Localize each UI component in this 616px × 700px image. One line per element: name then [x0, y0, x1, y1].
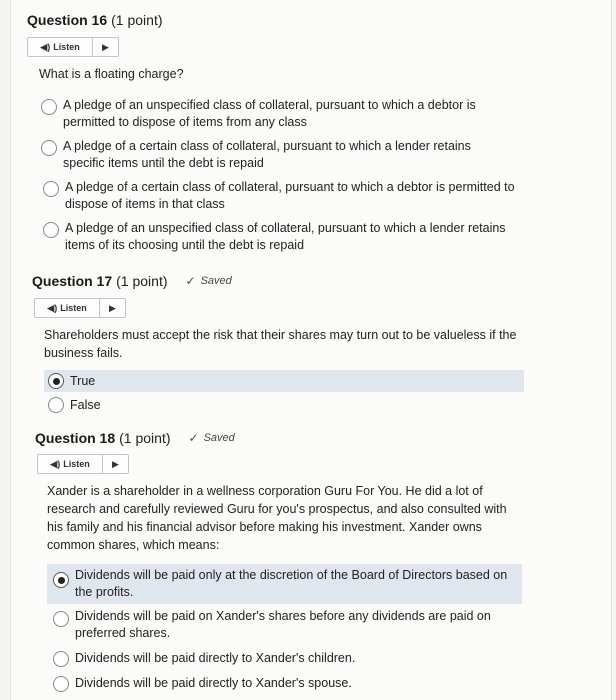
question-points: (1 point) [111, 12, 163, 28]
radio-button-selected[interactable] [48, 373, 64, 389]
option-b[interactable] [41, 138, 491, 172]
option-c[interactable] [53, 650, 611, 667]
option-label: True [70, 373, 96, 388]
question-stem: Shareholders must accept the risk that their shares may turn out to be valueless if the business fails. [44, 328, 517, 360]
option-label: A pledge of a certain class of collateral, pursuant to which a debtor is permitted to dispose of items in that class [65, 180, 515, 211]
option-label: False [70, 397, 101, 412]
radio-button[interactable] [41, 140, 57, 156]
option-false[interactable] [48, 394, 611, 416]
radio-button[interactable] [43, 222, 59, 238]
question-stem: What is a floating charge? [39, 67, 184, 81]
option-a-selected[interactable] [47, 564, 522, 604]
option-d[interactable] [43, 220, 523, 254]
check-icon: ✓ [185, 274, 196, 288]
option-d[interactable] [53, 675, 611, 692]
radio-button[interactable] [53, 611, 69, 627]
listen-label[interactable]: ◀) Listen [35, 299, 100, 317]
option-true[interactable] [44, 370, 524, 392]
radio-button[interactable] [41, 99, 57, 115]
listen-label[interactable]: ◀) Listen [28, 38, 93, 56]
option-c[interactable] [43, 179, 523, 213]
option-label: Dividends will be paid directly to Xander's spouse. [75, 676, 352, 690]
quiz-page [10, 0, 612, 700]
check-icon: ✓ [188, 431, 199, 445]
question-stem: Xander is a shareholder in a wellness corporation Guru For You. He did a lot of research and carefully reviewed Guru for you's prospectus, and also consulted with his family and his financial advisor before making his investment. Xander owns common shares, which means: [47, 484, 507, 552]
question-header [35, 430, 611, 446]
saved-status: ✓ Saved [185, 274, 232, 288]
question-header [32, 273, 611, 289]
saved-status: ✓ Saved [188, 431, 235, 445]
speaker-icon: ◀) [47, 302, 58, 313]
listen-button[interactable] [37, 454, 129, 474]
question-title: Question 16 [27, 12, 108, 28]
radio-dot [53, 378, 60, 385]
play-icon[interactable]: ▶ [109, 302, 116, 313]
speaker-icon: ◀) [40, 41, 51, 52]
radio-button[interactable] [53, 676, 69, 692]
radio-button[interactable] [53, 651, 69, 667]
option-label: A pledge of an unspecified class of collateral, pursuant to which a debtor is permitted to dispose of items from any class [63, 98, 476, 129]
radio-dot [58, 577, 65, 584]
listen-label[interactable]: ◀) Listen [38, 455, 103, 473]
option-label: Dividends will be paid directly to Xander's children. [75, 651, 356, 665]
question-16 [11, 12, 611, 254]
question-18 [11, 430, 611, 692]
speaker-icon: ◀) [50, 458, 61, 469]
question-header [27, 12, 611, 28]
option-label: Dividends will be paid only at the discretion of the Board of Directors based on the profits. [75, 568, 508, 599]
question-points: (1 point) [119, 430, 171, 446]
play-icon[interactable]: ▶ [102, 41, 109, 52]
play-icon[interactable]: ▶ [112, 458, 119, 469]
option-b[interactable] [53, 608, 503, 642]
question-title: Question 17 [32, 273, 113, 289]
option-a[interactable] [41, 97, 501, 131]
option-label: A pledge of a certain class of collateral, pursuant to which a lender retains specific items until the debt is repaid [63, 139, 471, 170]
radio-button-selected[interactable] [53, 572, 69, 588]
question-title: Question 18 [35, 430, 116, 446]
question-points: (1 point) [116, 273, 168, 289]
option-label: Dividends will be paid on Xander's shares before any dividends are paid on preferred shares. [75, 609, 491, 640]
listen-button[interactable] [34, 298, 126, 318]
radio-button[interactable] [43, 181, 59, 197]
listen-button[interactable] [27, 37, 119, 57]
question-17 [11, 273, 611, 416]
option-label: A pledge of an unspecified class of collateral, pursuant to which a lender retains items of its choosing until the debt is repaid [65, 221, 506, 252]
radio-button[interactable] [48, 397, 64, 413]
